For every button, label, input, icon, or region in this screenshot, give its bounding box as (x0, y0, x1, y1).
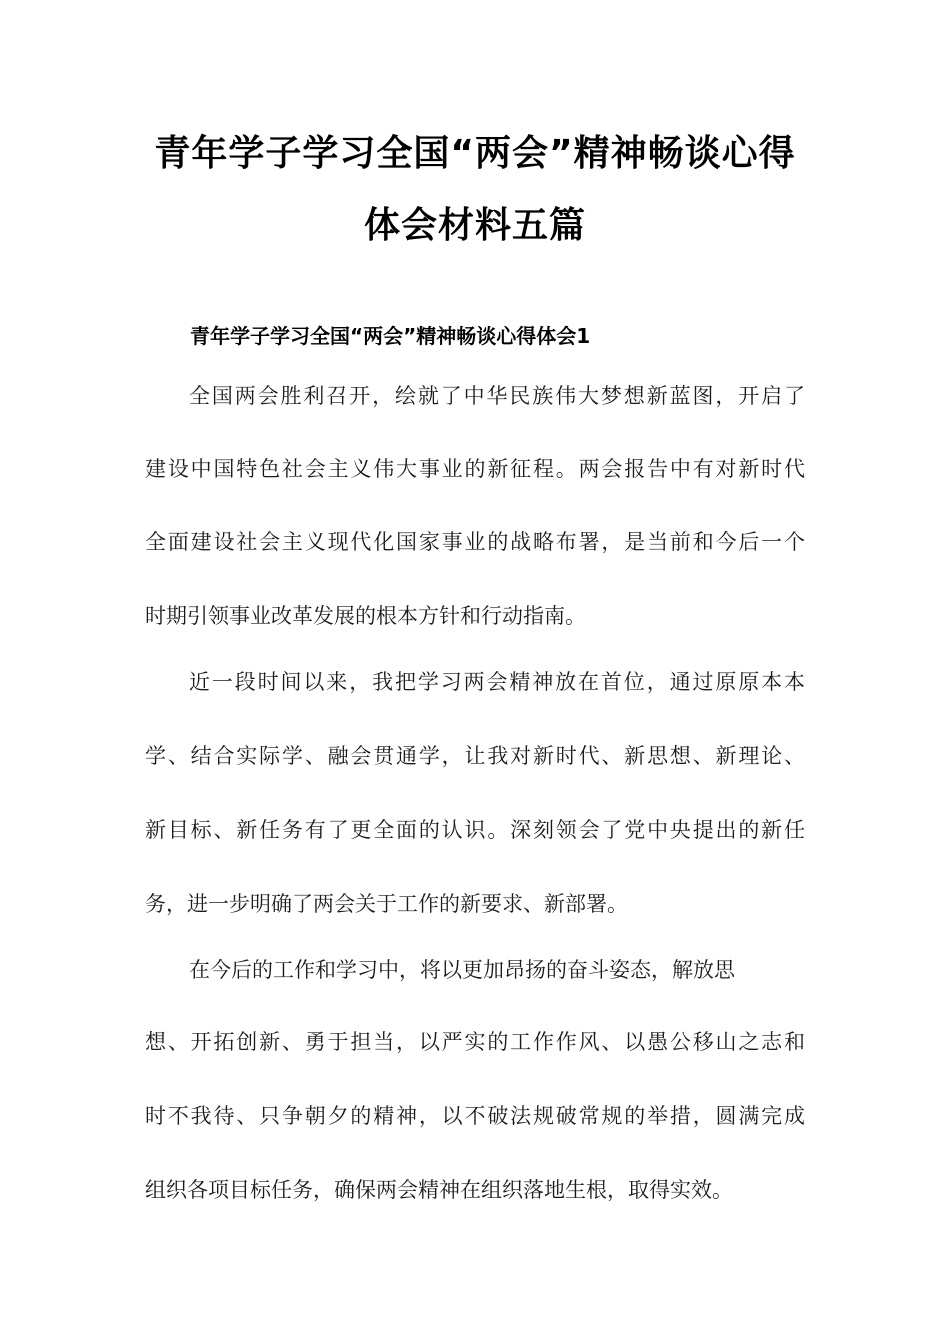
paragraph-line: 近一段时间以来，我把学习两会精神放在首位，通过原原本本 (189, 670, 805, 694)
paragraph-line: 全国两会胜利召开，绘就了中华民族伟大梦想新蓝图，开启了 (189, 384, 805, 408)
paragraph-line: 时期引领事业改革发展的根本方针和行动指南。 (145, 604, 586, 628)
section-heading: 青年学子学习全国“两会”精神畅谈心得体会1 (190, 324, 591, 348)
document-title-line-1: 青年学子学习全国“两会”精神畅谈心得 (154, 133, 796, 174)
document-title-line-2: 体会材料五篇 (363, 205, 586, 246)
paragraph-line: 新目标、新任务有了更全面的认识。深刻领会了党中央提出的新任 (145, 818, 805, 842)
paragraph-line: 在今后的工作和学习中，将以更加昂扬的奋斗姿态，解放思 (189, 958, 735, 982)
paragraph-line: 想、开拓创新、勇于担当，以严实的工作作风、以愚公移山之志和 (145, 1030, 805, 1054)
paragraph-line: 组织各项目标任务，确保两会精神在组织落地生根，取得实效。 (145, 1178, 733, 1202)
paragraph-line: 学、结合实际学、融会贯通学，让我对新时代、新思想、新理论、 (145, 744, 805, 768)
paragraph-line: 时不我待、只争朝夕的精神，以不破法规破常规的举措，圆满完成 (145, 1104, 805, 1128)
paragraph-line: 建设中国特色社会主义伟大事业的新征程。两会报告中有对新时代 (145, 457, 805, 481)
paragraph-line: 务，进一步明确了两会关于工作的新要求、新部署。 (145, 892, 628, 916)
paragraph-line: 全面建设社会主义现代化国家事业的战略布署，是当前和今后一个 (145, 530, 805, 554)
